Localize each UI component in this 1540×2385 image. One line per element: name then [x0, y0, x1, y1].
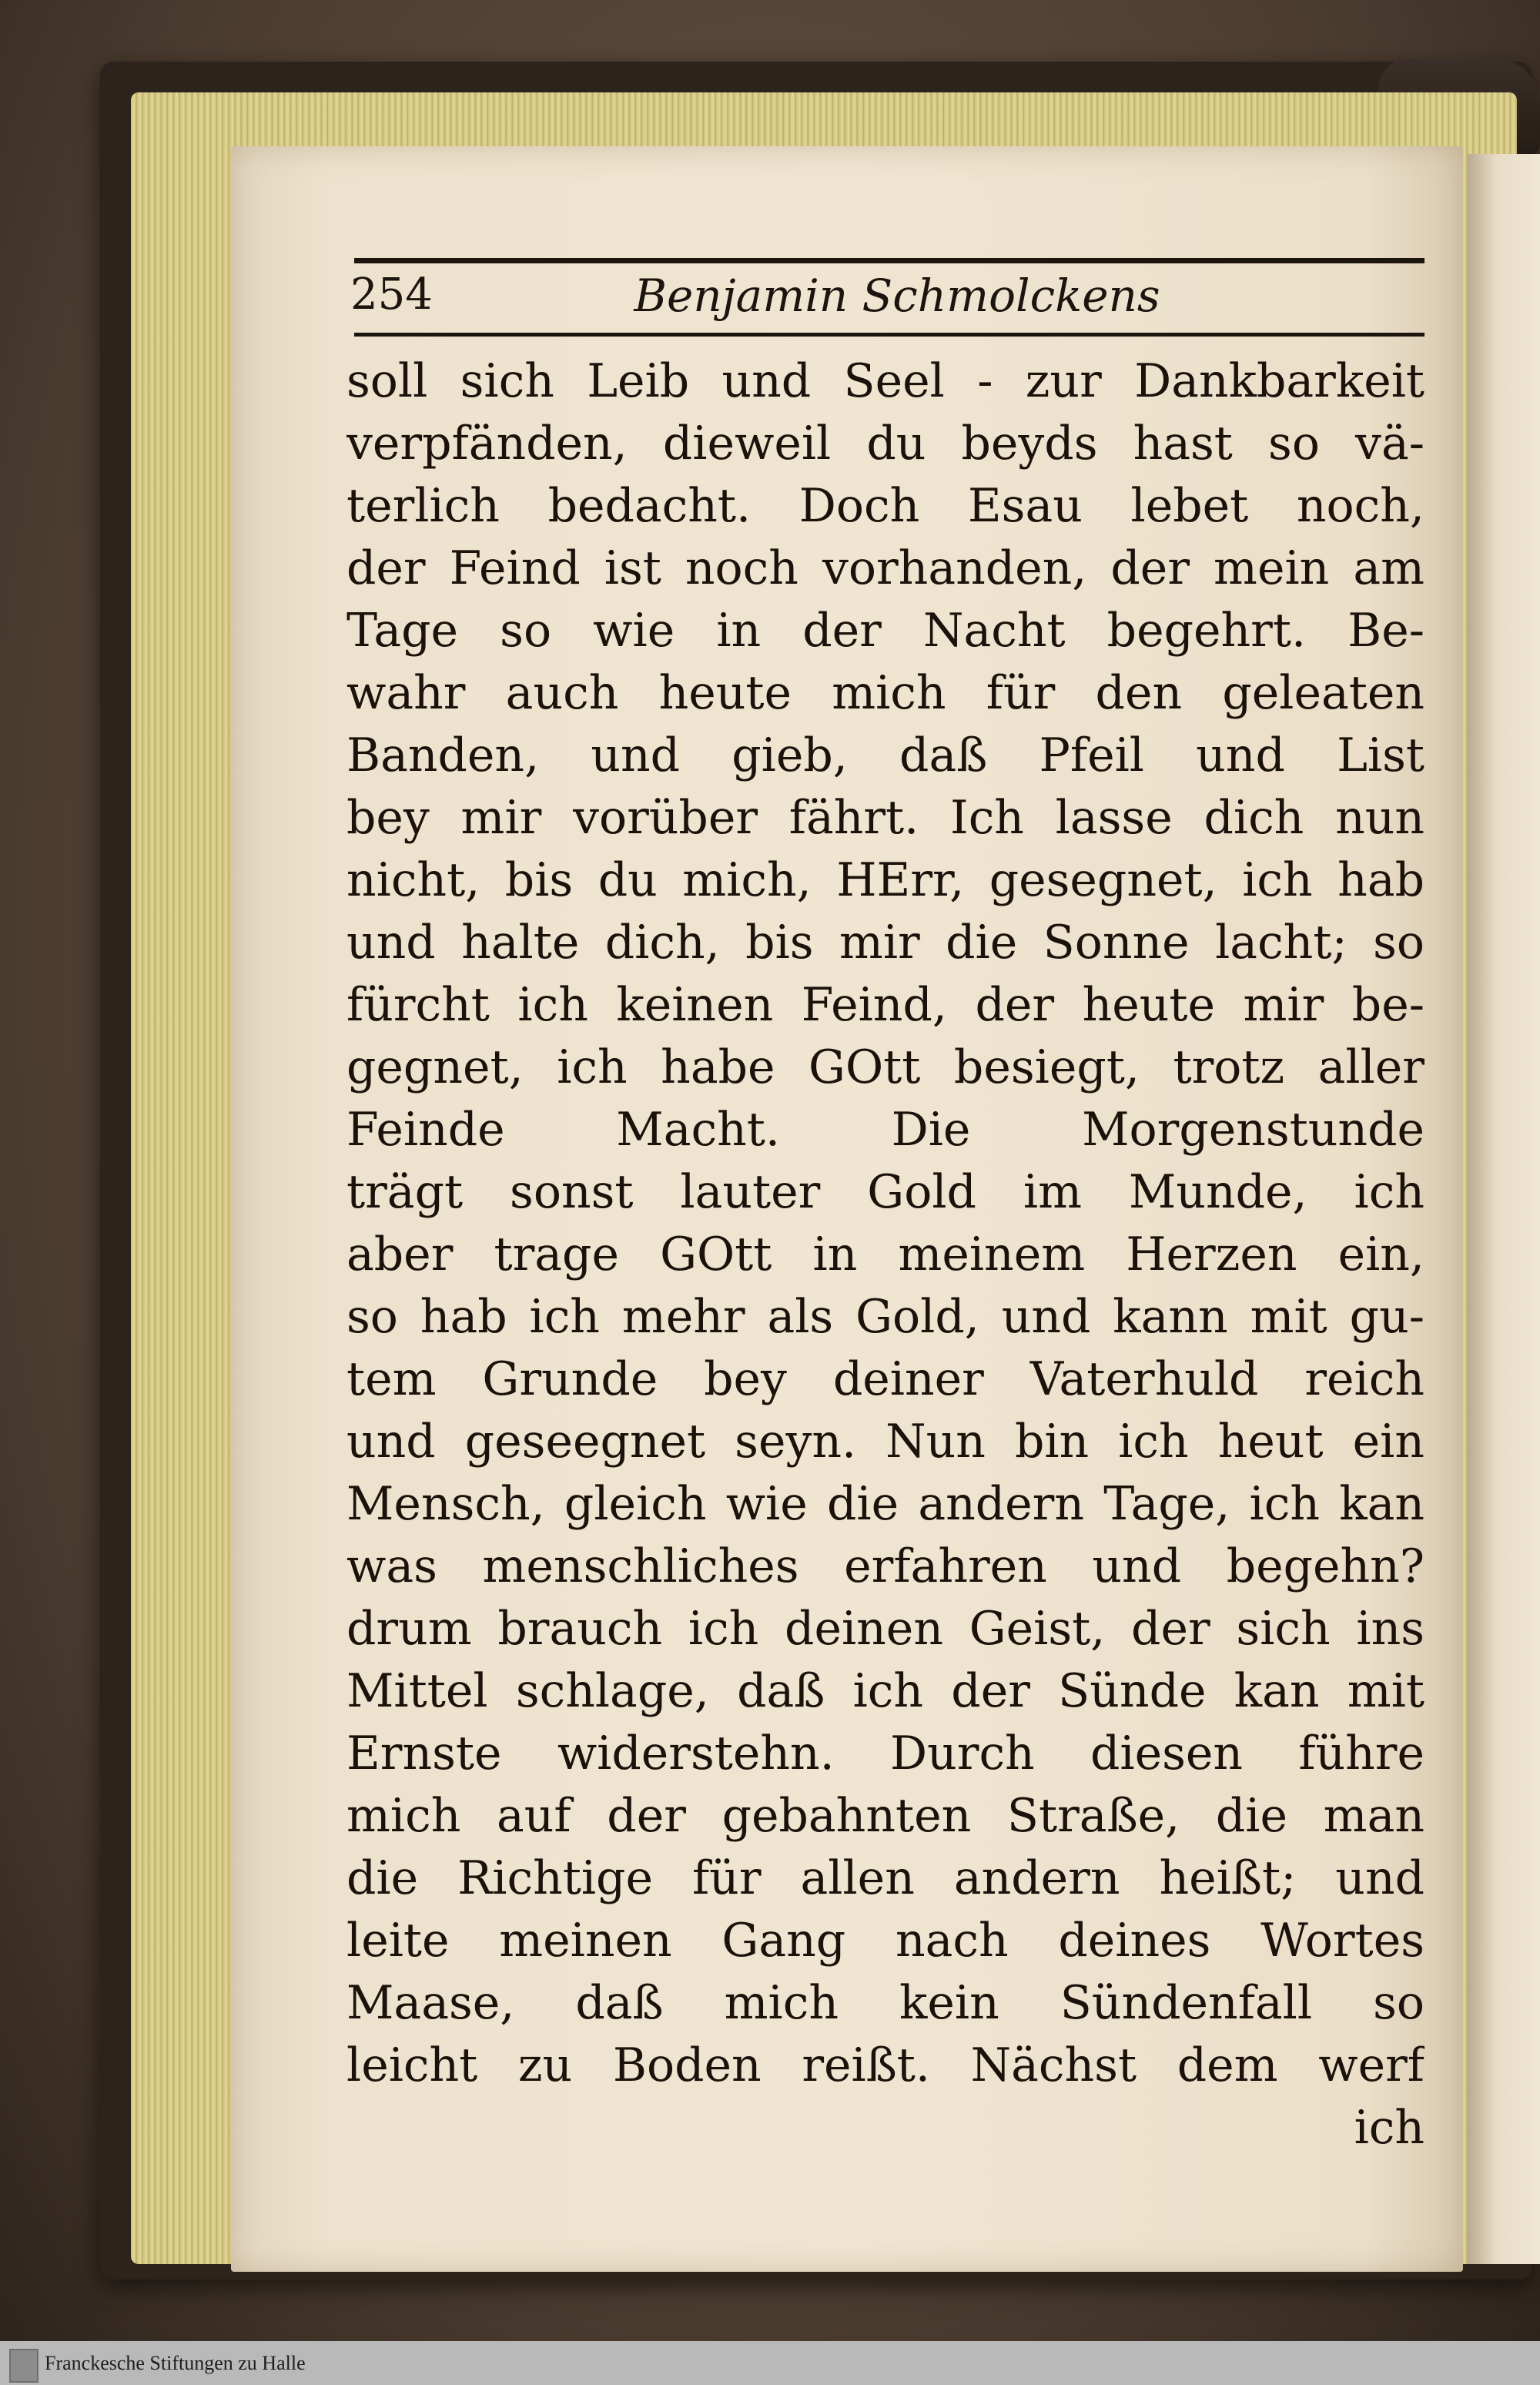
- text-line: terlich bedacht. Doch Esau lebet noch,: [346, 479, 1424, 533]
- text-line: Tage so wie in der Nacht begehrt. Be-: [346, 604, 1424, 658]
- catchword: ich: [1354, 2101, 1424, 2155]
- text-line: nicht, bis du mich, HErr, gesegnet, ich hab: [346, 853, 1424, 907]
- text-line: leite meinen Gang nach deines Wortes: [346, 1914, 1424, 1968]
- footer-credit: Franckesche Stiftungen zu Halle: [45, 2352, 306, 2374]
- text-line: bey mir vorüber fährt. Ich lasse dich nun: [346, 791, 1424, 845]
- text-line: verpfänden, dieweil du beyds hast so vä-: [346, 417, 1424, 471]
- text-line: gegnet, ich habe GOtt besiegt, trotz aller: [346, 1040, 1424, 1094]
- text-line: Mittel schlage, daß ich der Sünde kan mit: [346, 1664, 1424, 1718]
- header-rule-bottom: [354, 333, 1424, 337]
- text-line: so hab ich mehr als Gold, und kann mit gu-: [346, 1290, 1424, 1344]
- text-line: die Richtige für allen andern heißt; und: [346, 1851, 1424, 1905]
- text-line: und geseegnet seyn. Nun bin ich heut ein: [346, 1415, 1424, 1469]
- text-line: und halte dich, bis mir die Sonne lacht; so: [346, 916, 1424, 970]
- text-line: leicht zu Boden reißt. Nächst dem werf: [346, 2038, 1424, 2092]
- text-line: Maase, daß mich kein Sündenfall so: [346, 1976, 1424, 2030]
- text-line: mich auf der gebahnten Straße, die man: [346, 1789, 1424, 1843]
- text-line: Ernste widerstehn. Durch diesen führe: [346, 1727, 1424, 1780]
- facing-page-edge: [1467, 154, 1540, 2264]
- text-line: drum brauch ich deinen Geist, der sich ins: [346, 1602, 1424, 1656]
- body-text: [346, 350, 1424, 2159]
- text-line: Feinde Macht. Die Morgenstunde: [346, 1103, 1424, 1157]
- text-line: Mensch, gleich wie die andern Tage, ich kan: [346, 1477, 1424, 1531]
- page-header: [350, 270, 1424, 328]
- header-rule-top: [354, 258, 1424, 263]
- text-line: Banden, und gieb, daß Pfeil und List: [346, 729, 1424, 782]
- text-line: der Feind ist noch vorhanden, der mein am: [346, 541, 1424, 595]
- text-line: was menschliches erfahren und begehn?: [346, 1539, 1424, 1593]
- text-line: aber trage GOtt in meinem Herzen ein,: [346, 1228, 1424, 1281]
- text-line: fürcht ich keinen Feind, der heute mir be-: [346, 978, 1424, 1032]
- page-number: 254: [350, 270, 433, 320]
- text-line: soll sich Leib und Seel - zur Dankbarkeit: [346, 354, 1424, 408]
- text-line: wahr auch heute mich für den geleaten: [346, 666, 1424, 720]
- text-line: tem Grunde bey deiner Vaterhuld reich: [346, 1352, 1424, 1406]
- institution-logo-icon: [9, 2349, 38, 2383]
- text-line: trägt sonst lauter Gold im Munde, ich: [346, 1165, 1424, 1219]
- running-head: Benjamin Schmolckens: [634, 270, 1160, 322]
